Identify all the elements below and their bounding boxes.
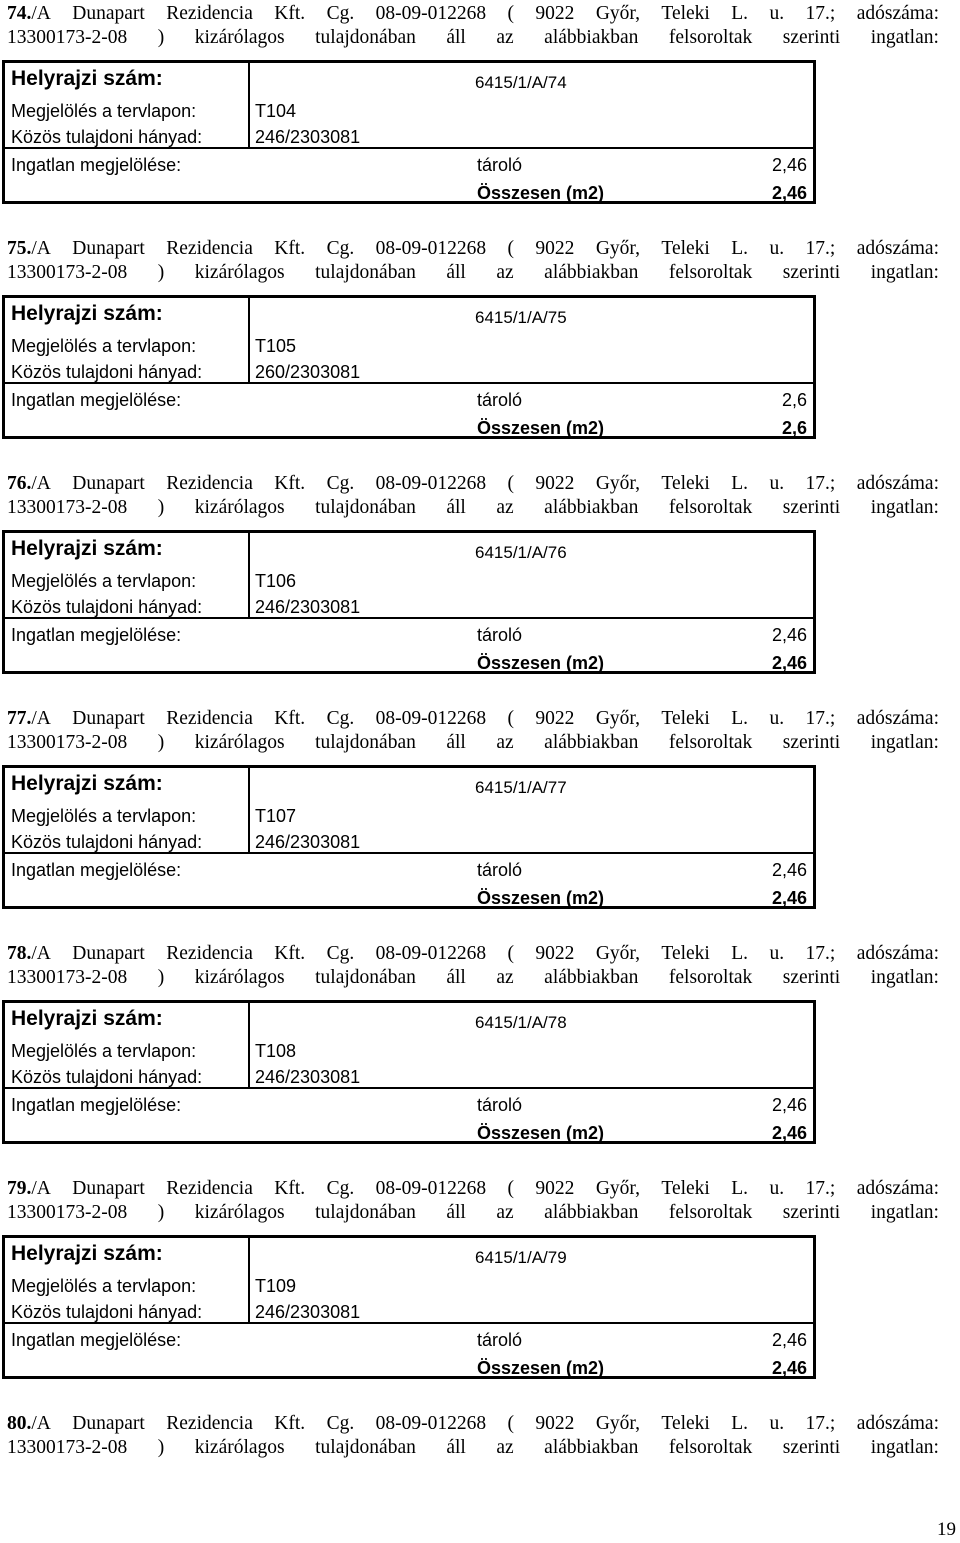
paragraph-word: Cg.: [326, 473, 355, 494]
paragraph-word: felsoroltak: [668, 1201, 753, 1223]
paragraph-word: áll: [446, 261, 466, 283]
paragraph-word: áll: [446, 966, 466, 988]
paragraph-word: L.: [731, 1178, 749, 1199]
paragraph-word: Rezidencia: [166, 473, 253, 494]
paragraph-word: 17.;: [805, 1413, 836, 1434]
paragraph-word: kizárólagos: [194, 261, 285, 283]
megjeloles-value: T105: [255, 336, 297, 356]
paragraph-word: Győr,: [595, 708, 640, 729]
paragraph-line-2: [7, 1436, 939, 1460]
paragraph-word: 13300173-2-08: [7, 496, 128, 518]
table-divider-horizontal: [5, 1322, 813, 1324]
paragraph-word: L.: [731, 473, 749, 494]
paragraph-line-1: [7, 1412, 939, 1436]
helyrajzi-value: 6415/1/A/77: [475, 778, 567, 797]
paragraph-word: /A: [31, 473, 51, 494]
paragraph-word: az: [496, 1201, 514, 1223]
table-divider-horizontal: [5, 852, 813, 854]
paragraph-word: ): [157, 496, 165, 518]
osszesen-label: Összesen (m2): [477, 1123, 605, 1143]
paragraph-word: 13300173-2-08: [7, 261, 128, 283]
paragraph-line-2: [7, 26, 939, 50]
paragraph-word: alábbiakban: [544, 731, 639, 753]
kozos-hanyad-value: 246/2303081: [255, 127, 361, 147]
ingatlan-label: Ingatlan megjelölése:: [11, 860, 182, 880]
paragraph-word: alábbiakban: [544, 1201, 639, 1223]
ingatlan-type: tároló: [477, 625, 523, 645]
paragraph-word: 08-09-012268: [375, 238, 487, 259]
paragraph-word: 08-09-012268: [375, 3, 487, 24]
paragraph-word: u.: [769, 943, 785, 964]
helyrajzi-value: 6415/1/A/79: [475, 1248, 567, 1267]
paragraph-word: 13300173-2-08: [7, 26, 128, 48]
megjeloles-value: T108: [255, 1041, 297, 1061]
paragraph-word: áll: [446, 496, 466, 518]
paragraph-word: 9022: [535, 473, 575, 494]
paragraph-word: 13300173-2-08: [7, 1201, 128, 1223]
paragraph-word: ): [157, 26, 165, 48]
paragraph-word: alábbiakban: [544, 966, 639, 988]
entry-number: 75.: [7, 238, 32, 259]
osszesen-value: 2,46: [771, 1123, 807, 1143]
paragraph-word: 08-09-012268: [375, 1178, 487, 1199]
paragraph-word: Rezidencia: [166, 708, 253, 729]
paragraph-word: Dunapart: [72, 473, 145, 494]
ingatlan-area: 2,46: [771, 1330, 807, 1350]
paragraph-word: Cg.: [326, 3, 355, 24]
paragraph-word: Rezidencia: [166, 943, 253, 964]
paragraph-word: felsoroltak: [668, 261, 753, 283]
paragraph-word: (: [507, 238, 515, 259]
paragraph-word: ingatlan:: [870, 496, 939, 518]
paragraph-word: tulajdonában: [315, 261, 416, 283]
paragraph-line-1: [7, 942, 939, 966]
paragraph-word: ingatlan:: [870, 966, 939, 988]
paragraph-word: alábbiakban: [544, 26, 639, 48]
paragraph-word: u.: [769, 3, 785, 24]
paragraph-word: Győr,: [595, 1413, 640, 1434]
paragraph-word: Kft.: [274, 943, 306, 964]
paragraph-word: alábbiakban: [544, 496, 639, 518]
paragraph-word: (: [507, 3, 515, 24]
entry-number-group: [7, 942, 51, 966]
table-divider-vertical: [248, 1238, 250, 1322]
paragraph-word: tulajdonában: [315, 966, 416, 988]
entry-number-group: [7, 1412, 51, 1436]
paragraph-word: tulajdonában: [315, 1201, 416, 1223]
paragraph-word: Győr,: [595, 238, 640, 259]
paragraph-word: 17.;: [805, 943, 836, 964]
paragraph-line-1: [7, 237, 939, 261]
ingatlan-area: 2,46: [771, 155, 807, 175]
table-divider-horizontal: [5, 147, 813, 149]
helyrajzi-label: Helyrajzi szám:: [11, 67, 163, 90]
osszesen-value: 2,46: [771, 888, 807, 908]
paragraph-word: tulajdonában: [315, 731, 416, 753]
paragraph-word: felsoroltak: [668, 496, 753, 518]
paragraph-word: Teleki: [661, 1413, 710, 1434]
paragraph-word: L.: [731, 943, 749, 964]
kozos-hanyad-label: Közös tulajdoni hányad:: [11, 362, 203, 382]
kozos-hanyad-value: 246/2303081: [255, 832, 361, 852]
paragraph-word: Dunapart: [72, 1413, 145, 1434]
paragraph-word: 08-09-012268: [375, 943, 487, 964]
paragraph-word: áll: [446, 1201, 466, 1223]
ingatlan-type: tároló: [477, 860, 523, 880]
paragraph-line-2: [7, 1201, 939, 1225]
paragraph-word: u.: [769, 1178, 785, 1199]
paragraph-word: áll: [446, 26, 466, 48]
ingatlan-type: tároló: [477, 1330, 523, 1350]
paragraph-word: ingatlan:: [870, 1436, 939, 1458]
paragraph-word: 08-09-012268: [375, 473, 487, 494]
kozos-hanyad-label: Közös tulajdoni hányad:: [11, 1302, 203, 1322]
paragraph-word: Kft.: [274, 473, 306, 494]
paragraph-word: adószáma:: [856, 238, 939, 259]
entry-number: 76.: [7, 473, 32, 494]
paragraph-word: Rezidencia: [166, 1178, 253, 1199]
owner-paragraph: [7, 942, 939, 989]
paragraph-word: Dunapart: [72, 238, 145, 259]
paragraph-word: Rezidencia: [166, 3, 253, 24]
table-divider-vertical: [248, 298, 250, 382]
paragraph-word: Győr,: [595, 1178, 640, 1199]
helyrajzi-label: Helyrajzi szám:: [11, 1242, 163, 1265]
kozos-hanyad-label: Közös tulajdoni hányad:: [11, 1067, 203, 1087]
helyrajzi-label: Helyrajzi szám:: [11, 1007, 163, 1030]
paragraph-word: kizárólagos: [194, 1436, 285, 1458]
paragraph-word: szerinti: [782, 261, 841, 283]
paragraph-word: 17.;: [805, 3, 836, 24]
paragraph-word: Rezidencia: [166, 1413, 253, 1434]
megjeloles-label: Megjelölés a tervlapon:: [11, 571, 197, 591]
paragraph-word: 08-09-012268: [375, 708, 487, 729]
paragraph-word: 17.;: [805, 1178, 836, 1199]
kozos-hanyad-value: 246/2303081: [255, 597, 361, 617]
paragraph-word: kizárólagos: [194, 1201, 285, 1223]
paragraph-word: adószáma:: [856, 708, 939, 729]
table-divider-vertical: [248, 1003, 250, 1087]
paragraph-word: felsoroltak: [668, 26, 753, 48]
kozos-hanyad-value: 246/2303081: [255, 1067, 361, 1087]
paragraph-word: Teleki: [661, 943, 710, 964]
paragraph-word: Dunapart: [72, 708, 145, 729]
osszesen-value: 2,46: [771, 1358, 807, 1378]
table-divider-horizontal: [5, 1087, 813, 1089]
entry-number: 78.: [7, 943, 32, 964]
owner-paragraph: [7, 707, 939, 754]
paragraph-word: szerinti: [782, 731, 841, 753]
paragraph-word: Cg.: [326, 708, 355, 729]
helyrajzi-label: Helyrajzi szám:: [11, 302, 163, 325]
kozos-hanyad-value: 260/2303081: [255, 362, 361, 382]
paragraph-word: Kft.: [274, 238, 306, 259]
paragraph-word: /A: [31, 943, 51, 964]
paragraph-word: 9022: [535, 1178, 575, 1199]
paragraph-word: L.: [731, 3, 749, 24]
paragraph-word: 13300173-2-08: [7, 966, 128, 988]
paragraph-word: szerinti: [782, 26, 841, 48]
paragraph-word: Rezidencia: [166, 238, 253, 259]
megjeloles-value: T106: [255, 571, 297, 591]
paragraph-line-2: [7, 731, 939, 755]
paragraph-word: Teleki: [661, 1178, 710, 1199]
paragraph-word: ): [157, 261, 165, 283]
paragraph-word: 9022: [535, 708, 575, 729]
paragraph-word: /A: [31, 708, 51, 729]
paragraph-word: (: [507, 708, 515, 729]
paragraph-word: ingatlan:: [870, 26, 939, 48]
paragraph-word: 08-09-012268: [375, 1413, 487, 1434]
paragraph-word: /A: [31, 238, 51, 259]
paragraph-word: adószáma:: [856, 3, 939, 24]
entry-number-group: [7, 2, 51, 26]
paragraph-word: (: [507, 943, 515, 964]
entry-number-group: [7, 1177, 51, 1201]
owner-paragraph: [7, 472, 939, 519]
ingatlan-type: tároló: [477, 155, 523, 175]
owner-paragraph: [7, 237, 939, 284]
paragraph-word: az: [496, 261, 514, 283]
paragraph-word: ): [157, 1436, 165, 1458]
megjeloles-label: Megjelölés a tervlapon:: [11, 1041, 197, 1061]
paragraph-word: felsoroltak: [668, 1436, 753, 1458]
paragraph-word: L.: [731, 238, 749, 259]
paragraph-word: 13300173-2-08: [7, 1436, 128, 1458]
megjeloles-value: T107: [255, 806, 297, 826]
ingatlan-label: Ingatlan megjelölése:: [11, 625, 182, 645]
paragraph-word: Cg.: [326, 1178, 355, 1199]
ingatlan-type: tároló: [477, 1095, 523, 1115]
helyrajzi-label: Helyrajzi szám:: [11, 772, 163, 795]
ingatlan-label: Ingatlan megjelölése:: [11, 390, 182, 410]
paragraph-word: szerinti: [782, 1436, 841, 1458]
paragraph-word: u.: [769, 708, 785, 729]
entry-number-group: [7, 707, 51, 731]
paragraph-word: Dunapart: [72, 943, 145, 964]
entry-number-group: [7, 472, 51, 496]
entry-number: 77.: [7, 708, 32, 729]
property-table: [2, 1000, 816, 1144]
helyrajzi-label: Helyrajzi szám:: [11, 537, 163, 560]
paragraph-word: (: [507, 1413, 515, 1434]
paragraph-word: Dunapart: [72, 1178, 145, 1199]
osszesen-label: Összesen (m2): [477, 888, 605, 908]
paragraph-line-1: [7, 2, 939, 26]
table-divider-horizontal: [5, 617, 813, 619]
paragraph-word: ingatlan:: [870, 731, 939, 753]
property-table: [2, 530, 816, 674]
megjeloles-label: Megjelölés a tervlapon:: [11, 336, 197, 356]
osszesen-label: Összesen (m2): [477, 183, 605, 203]
paragraph-word: Győr,: [595, 943, 640, 964]
paragraph-word: Cg.: [326, 943, 355, 964]
paragraph-word: áll: [446, 1436, 466, 1458]
paragraph-word: adószáma:: [856, 473, 939, 494]
paragraph-word: kizárólagos: [194, 966, 285, 988]
paragraph-word: az: [496, 966, 514, 988]
paragraph-word: u.: [769, 473, 785, 494]
paragraph-word: 17.;: [805, 473, 836, 494]
paragraph-word: alábbiakban: [544, 1436, 639, 1458]
paragraph-line-1: [7, 1177, 939, 1201]
paragraph-word: L.: [731, 708, 749, 729]
paragraph-word: u.: [769, 1413, 785, 1434]
kozos-hanyad-label: Közös tulajdoni hányad:: [11, 127, 203, 147]
megjeloles-value: T104: [255, 101, 297, 121]
entry-number: 80.: [7, 1413, 32, 1434]
osszesen-label: Összesen (m2): [477, 1358, 605, 1378]
property-table: [2, 60, 816, 204]
paragraph-word: adószáma:: [856, 1413, 939, 1434]
megjeloles-label: Megjelölés a tervlapon:: [11, 806, 197, 826]
megjeloles-value: T109: [255, 1276, 297, 1296]
paragraph-word: ): [157, 966, 165, 988]
paragraph-word: 9022: [535, 238, 575, 259]
paragraph-word: az: [496, 496, 514, 518]
entry-number: 79.: [7, 1178, 32, 1199]
paragraph-word: 13300173-2-08: [7, 731, 128, 753]
paragraph-word: 9022: [535, 3, 575, 24]
paragraph-word: 17.;: [805, 708, 836, 729]
property-table: [2, 1235, 816, 1379]
helyrajzi-value: 6415/1/A/76: [475, 543, 567, 562]
ingatlan-area: 2,46: [771, 860, 807, 880]
paragraph-word: szerinti: [782, 966, 841, 988]
ingatlan-label: Ingatlan megjelölése:: [11, 1095, 182, 1115]
paragraph-word: az: [496, 1436, 514, 1458]
paragraph-word: Teleki: [661, 3, 710, 24]
table-divider-horizontal: [5, 382, 813, 384]
page-number: 19: [937, 1519, 956, 1540]
paragraph-line-2: [7, 261, 939, 285]
owner-paragraph: [7, 1177, 939, 1224]
paragraph-word: tulajdonában: [315, 1436, 416, 1458]
paragraph-word: Győr,: [595, 473, 640, 494]
paragraph-word: Teleki: [661, 238, 710, 259]
paragraph-word: felsoroltak: [668, 731, 753, 753]
kozos-hanyad-label: Közös tulajdoni hányad:: [11, 597, 203, 617]
table-divider-vertical: [248, 533, 250, 617]
paragraph-line-2: [7, 966, 939, 990]
paragraph-word: Kft.: [274, 1178, 306, 1199]
entry-number: 74.: [7, 3, 32, 24]
paragraph-word: kizárólagos: [194, 26, 285, 48]
paragraph-word: u.: [769, 238, 785, 259]
paragraph-word: áll: [446, 731, 466, 753]
paragraph-word: 17.;: [805, 238, 836, 259]
paragraph-line-1: [7, 707, 939, 731]
paragraph-word: 9022: [535, 1413, 575, 1434]
paragraph-word: Teleki: [661, 708, 710, 729]
kozos-hanyad-value: 246/2303081: [255, 1302, 361, 1322]
paragraph-word: Dunapart: [72, 3, 145, 24]
paragraph-word: /A: [31, 1413, 51, 1434]
ingatlan-label: Ingatlan megjelölése:: [11, 155, 182, 175]
paragraph-word: ingatlan:: [870, 261, 939, 283]
osszesen-value: 2,6: [781, 418, 807, 438]
paragraph-word: /A: [31, 3, 51, 24]
paragraph-word: kizárólagos: [194, 496, 285, 518]
owner-paragraph: [7, 2, 939, 49]
ingatlan-type: tároló: [477, 390, 523, 410]
osszesen-value: 2,46: [771, 183, 807, 203]
megjeloles-label: Megjelölés a tervlapon:: [11, 101, 197, 121]
osszesen-label: Összesen (m2): [477, 418, 605, 438]
helyrajzi-value: 6415/1/A/74: [475, 73, 567, 92]
paragraph-word: Cg.: [326, 1413, 355, 1434]
kozos-hanyad-label: Közös tulajdoni hányad:: [11, 832, 203, 852]
paragraph-word: ingatlan:: [870, 1201, 939, 1223]
paragraph-word: ): [157, 1201, 165, 1223]
ingatlan-area: 2,46: [771, 1095, 807, 1115]
paragraph-word: L.: [731, 1413, 749, 1434]
paragraph-word: Kft.: [274, 3, 306, 24]
paragraph-word: (: [507, 1178, 515, 1199]
paragraph-word: Teleki: [661, 473, 710, 494]
megjeloles-label: Megjelölés a tervlapon:: [11, 1276, 197, 1296]
paragraph-line-1: [7, 472, 939, 496]
table-divider-vertical: [248, 63, 250, 147]
paragraph-word: alábbiakban: [544, 261, 639, 283]
paragraph-word: Győr,: [595, 3, 640, 24]
paragraph-word: adószáma:: [856, 1178, 939, 1199]
helyrajzi-value: 6415/1/A/75: [475, 308, 567, 327]
paragraph-word: adószáma:: [856, 943, 939, 964]
ingatlan-area: 2,6: [781, 390, 807, 410]
paragraph-word: tulajdonában: [315, 496, 416, 518]
osszesen-value: 2,46: [771, 653, 807, 673]
paragraph-word: Kft.: [274, 1413, 306, 1434]
entry-number-group: [7, 237, 51, 261]
paragraph-word: (: [507, 473, 515, 494]
property-table: [2, 295, 816, 439]
paragraph-word: kizárólagos: [194, 731, 285, 753]
ingatlan-area: 2,46: [771, 625, 807, 645]
paragraph-word: az: [496, 731, 514, 753]
paragraph-word: az: [496, 26, 514, 48]
paragraph-word: szerinti: [782, 496, 841, 518]
paragraph-word: ): [157, 731, 165, 753]
helyrajzi-value: 6415/1/A/78: [475, 1013, 567, 1032]
osszesen-label: Összesen (m2): [477, 653, 605, 673]
paragraph-word: 9022: [535, 943, 575, 964]
paragraph-word: Kft.: [274, 708, 306, 729]
paragraph-line-2: [7, 496, 939, 520]
property-table: [2, 765, 816, 909]
table-divider-vertical: [248, 768, 250, 852]
paragraph-word: tulajdonában: [315, 26, 416, 48]
ingatlan-label: Ingatlan megjelölése:: [11, 1330, 182, 1350]
owner-paragraph: [7, 1412, 939, 1459]
paragraph-word: Cg.: [326, 238, 355, 259]
paragraph-word: szerinti: [782, 1201, 841, 1223]
paragraph-word: felsoroltak: [668, 966, 753, 988]
paragraph-word: /A: [31, 1178, 51, 1199]
